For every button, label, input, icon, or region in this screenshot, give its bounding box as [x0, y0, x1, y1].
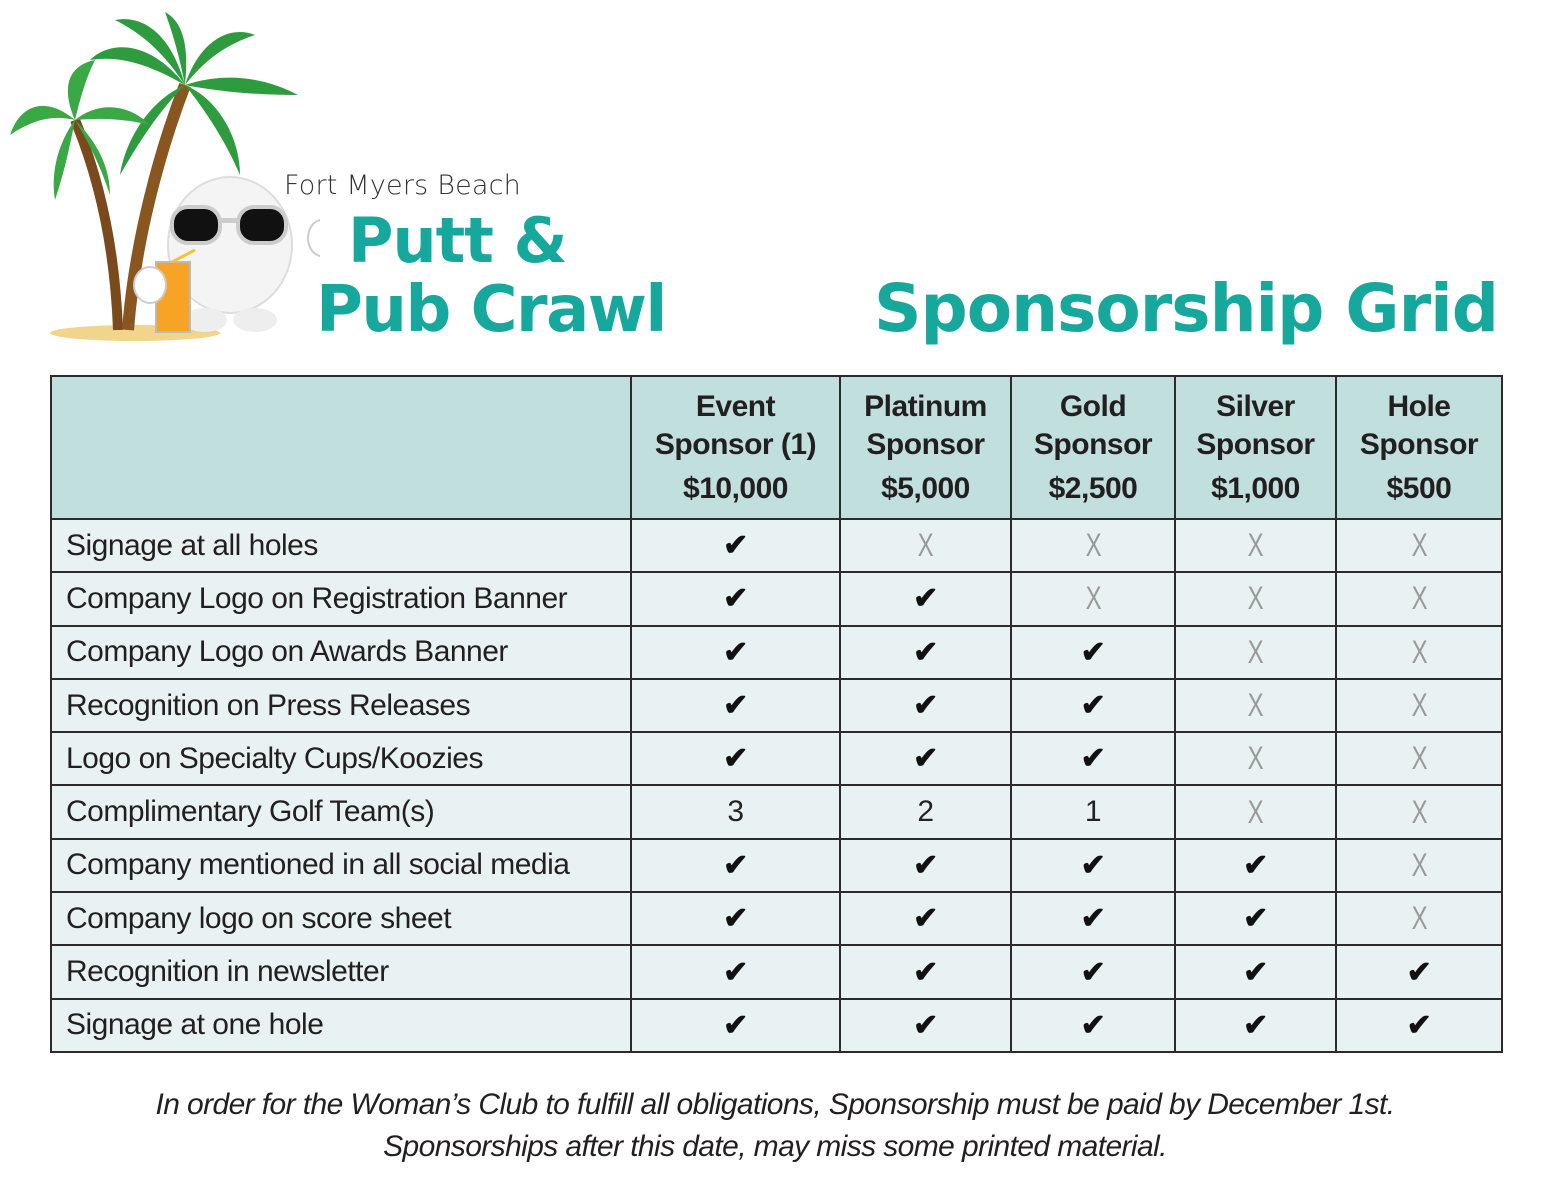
included-cell [840, 945, 1011, 998]
quantity-value: 3 [727, 795, 744, 829]
included-cell [1175, 892, 1336, 945]
checkmark-icon: ✔ [913, 848, 938, 882]
included-cell [1011, 839, 1175, 892]
tier-name: Sponsor [1359, 427, 1479, 461]
not-included-cell [1011, 519, 1175, 572]
cross-icon: X [1085, 580, 1101, 617]
included-cell [1011, 626, 1175, 679]
included-cell [631, 732, 840, 785]
not-included-cell [1336, 785, 1502, 838]
tier-name: Sponsor [1033, 427, 1153, 461]
table-row [51, 945, 1502, 998]
quantity-cell [840, 785, 1011, 838]
feature-label: Recognition in newsletter [51, 945, 631, 998]
tier-price: $500 [1386, 471, 1452, 505]
not-included-cell [1175, 732, 1336, 785]
table-row [51, 679, 1502, 732]
not-included-cell [1175, 572, 1336, 625]
not-included-cell [1336, 892, 1502, 945]
included-cell [631, 945, 840, 998]
included-cell [631, 679, 840, 732]
included-cell [1011, 892, 1175, 945]
checkmark-icon: ✔ [723, 529, 748, 563]
checkmark-icon: ✔ [723, 635, 748, 669]
feature-label: Company Logo on Awards Banner [51, 626, 631, 679]
checkmark-icon: ✔ [1080, 1008, 1106, 1042]
header-platinum-sponsor [840, 376, 1011, 519]
feature-label: Signage at all holes [51, 519, 631, 572]
checkmark-icon: ✔ [1243, 902, 1268, 936]
checkmark-icon: ✔ [723, 582, 748, 616]
feature-label: Signage at one hole [51, 999, 631, 1052]
included-cell [1175, 999, 1336, 1052]
table-body [51, 519, 1502, 1052]
table-row [51, 839, 1502, 892]
checkmark-icon: ✔ [723, 955, 748, 989]
table-row [51, 785, 1502, 838]
cross-icon: X [1411, 846, 1427, 883]
table-header-row [51, 376, 1502, 519]
checkmark-icon: ✔ [723, 902, 748, 936]
table-row [51, 999, 1502, 1052]
checkmark-icon: ✔ [913, 582, 938, 616]
checkmark-icon: ✔ [913, 902, 938, 936]
tier-name: Sponsor [1196, 427, 1315, 461]
included-cell [840, 572, 1011, 625]
feature-label: Company logo on score sheet [51, 892, 631, 945]
checkmark-icon: ✔ [723, 848, 748, 882]
included-cell [1011, 732, 1175, 785]
included-cell [631, 999, 840, 1052]
checkmark-icon: ✔ [913, 742, 938, 776]
tier-name: Event [695, 389, 776, 423]
logo-title-line2: Pub Crawl [316, 273, 666, 347]
cross-icon: X [1247, 687, 1264, 724]
checkmark-icon: ✔ [1243, 955, 1268, 989]
checkmark-icon: ✔ [913, 1008, 938, 1042]
not-included-cell [1175, 679, 1336, 732]
table-row [51, 732, 1502, 785]
checkmark-icon: ✔ [1080, 689, 1106, 723]
footnote-line2: Sponsorships after this date, may miss some printed material. [383, 1130, 1167, 1163]
included-cell [1011, 945, 1175, 998]
cross-icon: X [1247, 580, 1264, 617]
checkmark-icon: ✔ [1406, 1008, 1432, 1042]
included-cell [1011, 679, 1175, 732]
feature-label: Logo on Specialty Cups/Koozies [51, 732, 631, 785]
cross-icon: X [1411, 900, 1427, 937]
included-cell [1336, 999, 1502, 1052]
feature-label: Company Logo on Registration Banner [51, 572, 631, 625]
not-included-cell [1011, 572, 1175, 625]
cross-icon: X [1247, 527, 1264, 564]
logo-title-line1: Putt & [348, 204, 567, 277]
not-included-cell [1175, 519, 1336, 572]
feature-label: Recognition on Press Releases [51, 679, 631, 732]
checkmark-icon: ✔ [723, 742, 748, 776]
checkmark-icon: ✔ [913, 635, 938, 669]
tier-price: $1,000 [1211, 471, 1300, 505]
included-cell [1336, 945, 1502, 998]
cross-icon: X [917, 527, 934, 564]
tier-price: $5,000 [881, 471, 970, 505]
not-included-cell [1336, 839, 1502, 892]
sponsorship-grid-table [50, 375, 1503, 1053]
checkmark-icon: ✔ [1080, 955, 1106, 989]
table-row [51, 626, 1502, 679]
included-cell [631, 626, 840, 679]
included-cell [631, 839, 840, 892]
included-cell [631, 892, 840, 945]
checkmark-icon: ✔ [1080, 848, 1106, 882]
event-logo [0, 0, 680, 360]
feature-label: Company mentioned in all social media [51, 839, 631, 892]
checkmark-icon: ✔ [1243, 848, 1268, 882]
tier-name: Gold [1059, 389, 1127, 423]
logo-subtitle: Fort Myers Beach [284, 170, 521, 201]
not-included-cell [1336, 732, 1502, 785]
checkmark-icon: ✔ [913, 689, 938, 723]
table-row [51, 519, 1502, 572]
included-cell [840, 839, 1011, 892]
quantity-value: 2 [917, 795, 934, 829]
checkmark-icon: ✔ [723, 1008, 748, 1042]
header-hole-sponsor [1336, 376, 1502, 519]
checkmark-icon: ✔ [1406, 955, 1432, 989]
included-cell [840, 679, 1011, 732]
tier-price: $10,000 [683, 471, 788, 505]
header-blank-cell [51, 376, 631, 519]
cross-icon: X [1085, 527, 1101, 564]
tier-name: Hole [1387, 389, 1451, 423]
not-included-cell [1336, 572, 1502, 625]
not-included-cell [1336, 519, 1502, 572]
checkmark-icon: ✔ [1080, 635, 1106, 669]
payment-footnote [0, 1084, 1550, 1168]
header-gold-sponsor [1011, 376, 1175, 519]
included-cell [1011, 999, 1175, 1052]
not-included-cell [1175, 785, 1336, 838]
cross-icon: X [1411, 740, 1427, 777]
included-cell [1175, 945, 1336, 998]
table-row [51, 572, 1502, 625]
checkmark-icon: ✔ [723, 689, 748, 723]
tier-name: Platinum [864, 389, 987, 423]
cross-icon: X [1247, 633, 1264, 670]
not-included-cell [1175, 626, 1336, 679]
checkmark-icon: ✔ [913, 955, 938, 989]
checkmark-icon: ✔ [1243, 1008, 1268, 1042]
not-included-cell [840, 519, 1011, 572]
included-cell [631, 519, 840, 572]
quantity-cell [1011, 785, 1175, 838]
included-cell [840, 626, 1011, 679]
cross-icon: X [1411, 633, 1427, 670]
tier-name: Sponsor (1) [654, 427, 817, 461]
cross-icon: X [1411, 580, 1427, 617]
cross-icon: X [1411, 527, 1427, 564]
quantity-cell [631, 785, 840, 838]
not-included-cell [1336, 679, 1502, 732]
included-cell [1175, 839, 1336, 892]
included-cell [840, 999, 1011, 1052]
checkmark-icon: ✔ [1080, 742, 1106, 776]
tier-name: Silver [1216, 389, 1295, 423]
cross-icon: X [1247, 793, 1264, 830]
cross-icon: X [1247, 740, 1264, 777]
header-silver-sponsor [1175, 376, 1336, 519]
included-cell [631, 572, 840, 625]
feature-label: Complimentary Golf Team(s) [51, 785, 631, 838]
not-included-cell [1336, 626, 1502, 679]
checkmark-icon: ✔ [1080, 902, 1106, 936]
included-cell [840, 732, 1011, 785]
tier-price: $2,500 [1048, 471, 1138, 505]
included-cell [840, 892, 1011, 945]
page-title: Sponsorship Grid [874, 270, 1498, 347]
table-row [51, 892, 1502, 945]
quantity-value: 1 [1084, 795, 1102, 829]
tier-name: Sponsor [866, 427, 985, 461]
palm-tree-mascot-icon [0, 0, 320, 350]
footnote-line1: In order for the Woman’s Club to fulfill all obligations, Sponsorship must be paid by December 1st. [155, 1088, 1395, 1121]
header-event-sponsor [631, 376, 840, 519]
cross-icon: X [1411, 687, 1427, 724]
cross-icon: X [1411, 793, 1427, 830]
